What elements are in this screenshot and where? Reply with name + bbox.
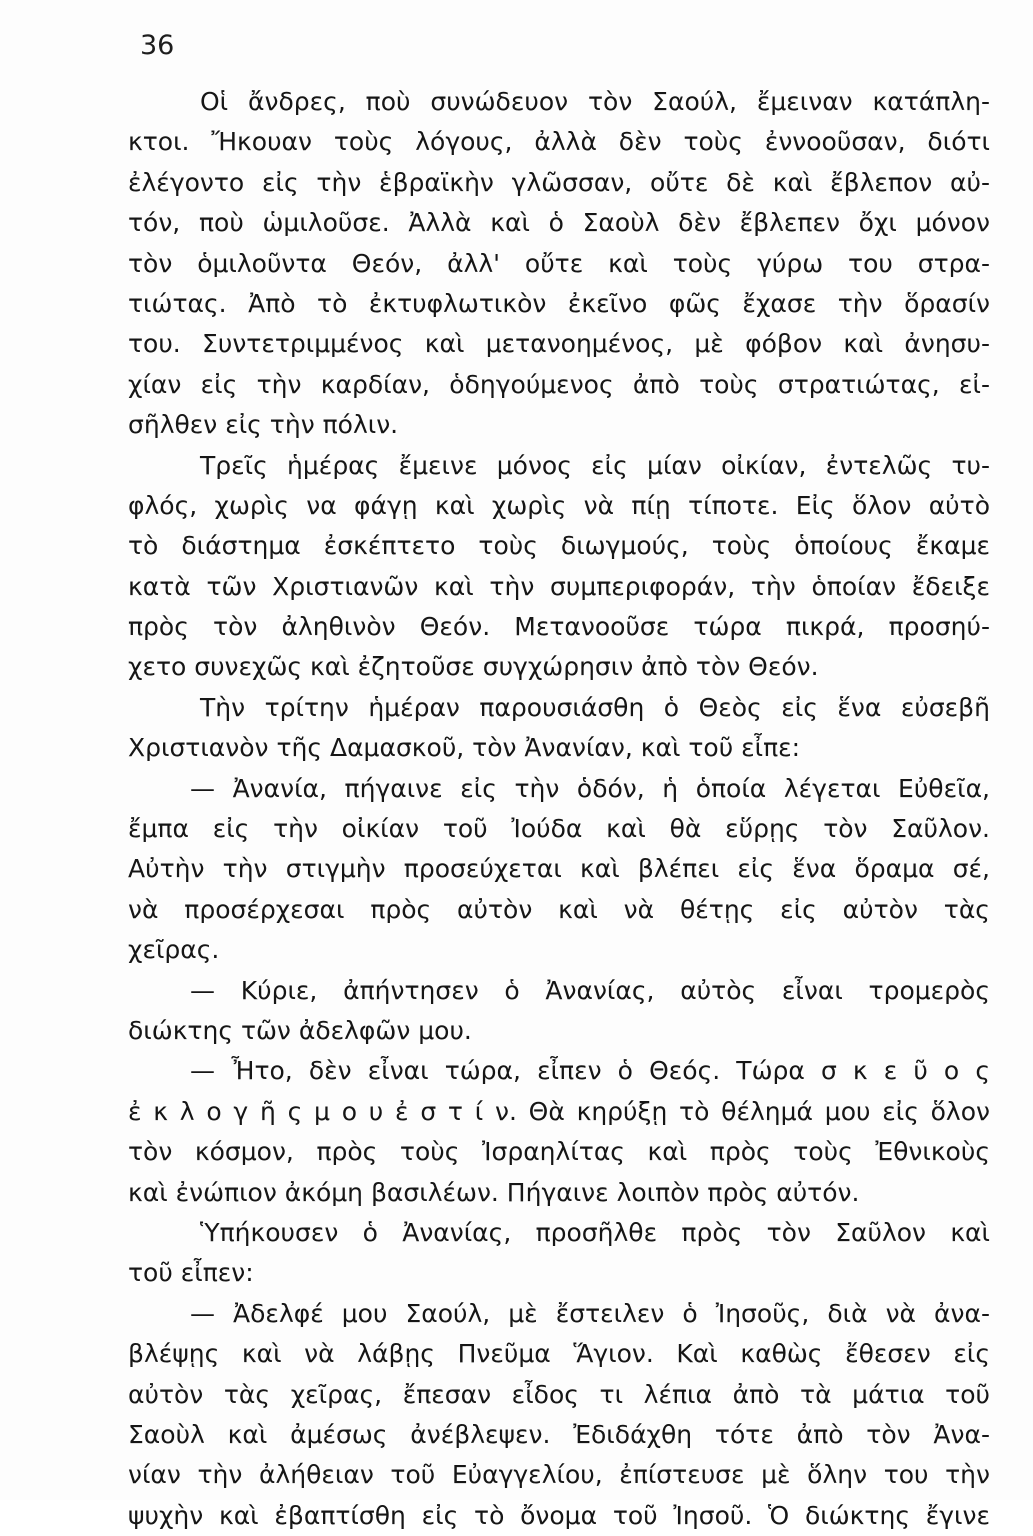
- text-line: διώκτης τῶν ἀδελφῶν μου.: [128, 1015, 472, 1045]
- text-line: χίαν εἰς τὴν καρδίαν, ὁδηγούμενος ἀπὸ τοὺς στρατιώτας, εἰ-: [128, 369, 990, 399]
- text-line: του. Συντετριμμένος καὶ μετανοημένος, μὲ φόβον καὶ ἀνησυ-: [128, 329, 990, 359]
- text-line: αὐτὸν τὰς χεῖρας, ἔπεσαν εἶδος τι λέπια ἀπὸ τὰ μάτια τοῦ: [128, 1379, 990, 1409]
- text-line: Σαοὺλ καὶ ἀμέσως ἀνέβλεψεν. Ἐδιδάχθη τότε ἀπὸ τὸν Ἀνα-: [128, 1419, 990, 1449]
- text-line: ψυχὴν καὶ ἐβαπτίσθη εἰς τὸ ὄνομα τοῦ Ἰησοῦ. Ὁ διώκτης ἔγινε: [128, 1500, 990, 1530]
- text-line: βλέψῃς καὶ νὰ λάβῃς Πνεῦμα Ἅγιον. Καὶ καθὼς ἔθεσεν εἰς: [128, 1339, 990, 1369]
- text-line: φλός, χωρὶς να φάγῃ καὶ χωρὶς νὰ πίῃ τίποτε. Εἰς ὅλον αὐτὸ: [128, 490, 990, 520]
- text-line: χεῖρας.: [128, 935, 220, 965]
- text-line: Χριστιανὸν τῆς Δαμασκοῦ, τὸν Ἀνανίαν, καὶ τοῦ εἶπε:: [128, 733, 801, 763]
- text-line: τὸν ὁμιλοῦντα Θεόν, ἀλλ' οὔτε καὶ τοὺς γύρω του στρα-: [128, 248, 990, 278]
- text-line: Αὐτὴν τὴν στιγμὴν προσεύχεται καὶ βλέπει εἰς ἕνα ὅραμα σέ,: [128, 854, 990, 884]
- text-line: τόν, ποὺ ὡμιλοῦσε. Ἀλλὰ καὶ ὁ Σαοὺλ δὲν ἔβλεπεν ὄχι μόνον: [128, 208, 990, 238]
- text-line: τιώτας. Ἀπὸ τὸ ἐκτυφλωτικὸν ἐκεῖνο φῶς ἔχασε τὴν ὅρασίν: [128, 288, 990, 318]
- text-line: πρὸς τὸν ἀληθινὸν Θεόν. Μετανοοῦσε τώρα πικρά, προσηύ-: [128, 612, 990, 642]
- text-line: τὸ διάστημα ἐσκέπτετο τοὺς διωγμούς, τοὺς ὁποίους ἔκαμε: [128, 531, 990, 561]
- text-line: Οἱ ἄνδρες, ποὺ συνώδευον τὸν Σαούλ, ἔμειναν κατάπλη-: [200, 87, 990, 116]
- text-line: ἐλέγοντο εἰς τὴν ἑβραϊκὴν γλῶσσαν, οὔτε δὲ καὶ ἔβλεπον αὐ-: [128, 167, 990, 197]
- text-line: νίαν τὴν ἀλήθειαν τοῦ Εὐαγγελίου, ἐπίστευσε μὲ ὅλην του τὴν: [128, 1460, 990, 1490]
- text-line: χετο συνεχῶς καὶ ἐζητοῦσε συγχώρησιν ἀπὸ τὸν Θεόν.: [128, 652, 819, 682]
- text-line: — Ἦτο, δὲν εἶναι τώρα, εἶπεν ὁ Θεός. Τώρα σ κ ε ῦ ο ς: [190, 1056, 990, 1086]
- text-line: σῆλθεν εἰς τὴν πόλιν.: [128, 410, 399, 440]
- text-line: νὰ προσέρχεσαι πρὸς αὐτὸν καὶ νὰ θέτῃς εἰς αὐτὸν τὰς: [128, 894, 990, 924]
- text-line: Ὑπήκουσεν ὁ Ἀνανίας, προσῆλθε πρὸς τὸν Σαῦλον καὶ: [200, 1217, 990, 1247]
- text-line: ἔμπα εἰς τὴν οἰκίαν τοῦ Ἰούδα καὶ θὰ εὕρῃς τὸν Σαῦλον.: [128, 814, 990, 844]
- text-line: κατὰ τῶν Χριστιανῶν καὶ τὴν συμπεριφοράν, τὴν ὁποίαν ἔδειξε: [128, 571, 990, 601]
- text-line: τὸν κόσμον, πρὸς τοὺς Ἰσραηλίτας καὶ πρὸς τοὺς Ἐθνικοὺς: [128, 1137, 990, 1167]
- page-number: 36: [140, 30, 175, 61]
- text-line: — Ἀνανία, πήγαινε εἰς τὴν ὁδόν, ἡ ὁποία λέγεται Εὐθεῖα,: [190, 773, 990, 803]
- text-line: τοῦ εἶπεν:: [128, 1258, 254, 1288]
- text-line: — Ἀδελφέ μου Σαούλ, μὲ ἔστειλεν ὁ Ἰησοῦς, διὰ νὰ ἀνα-: [190, 1298, 990, 1328]
- body-text: [128, 82, 990, 1536]
- text-line: Τρεῖς ἡμέρας ἔμεινε μόνος εἰς μίαν οἰκίαν, ἐντελῶς τυ-: [200, 450, 990, 480]
- text-line: ἐ κ λ ο γ ῆ ς μ ο υ ἐ σ τ ί ν. Θὰ κηρύξῃ τὸ θέλημά μου εἰς ὅλον: [128, 1096, 990, 1126]
- text-line: Τὴν τρίτην ἡμέραν παρουσιάσθη ὁ Θεὸς εἰς ἕνα εὐσεβῆ: [200, 692, 990, 722]
- text-line: κτοι. Ἤκουαν τοὺς λόγους, ἀλλὰ δὲν τοὺς ἐννοοῦσαν, διότι: [128, 127, 990, 157]
- text-line: καὶ ἐνώπιον ἀκόμη βασιλέων. Πήγαινε λοιπὸν πρὸς αὐτόν.: [128, 1177, 860, 1207]
- text-line: — Κύριε, ἀπήντησεν ὁ Ἀνανίας, αὐτὸς εἶναι τρομερὸς: [190, 975, 990, 1005]
